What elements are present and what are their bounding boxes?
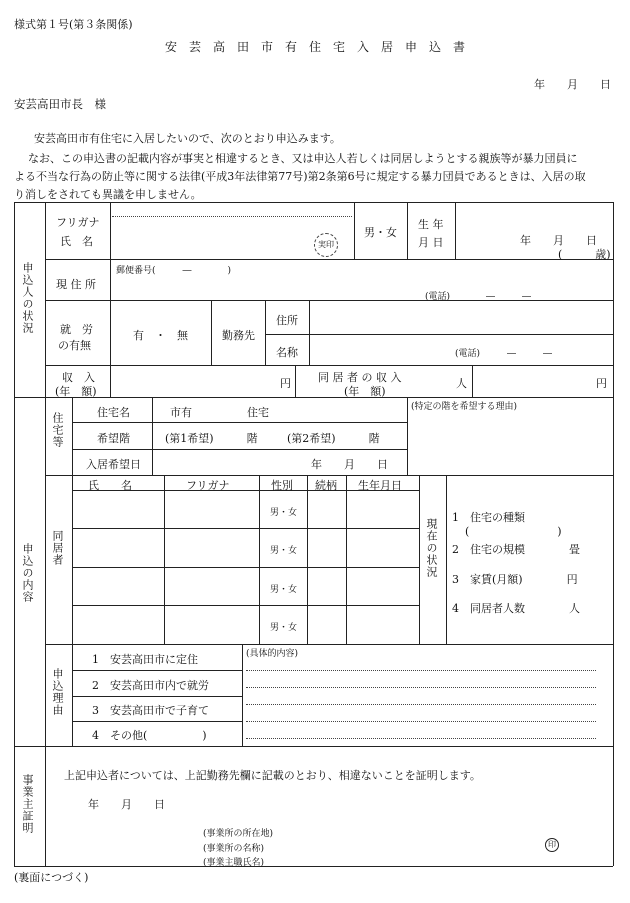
income-yen: 円 [280,377,291,390]
addressee: 安芸高田市長 様 [14,97,106,111]
form-title: 安 芸 高 田 市 有 住 宅 入 居 申 込 書 [165,40,466,54]
intro-line-4: り消しをされても異議を申しません。 [14,188,202,201]
cohabitant-income-label-1: 同 居 者 の 収 入 [318,371,402,384]
col-name: 氏 名 [88,479,132,492]
employer-statement: 上記申込者については、上記勤務先欄に記載のとおり、相違ないことを証明します。 [64,769,481,782]
move-in-date-field[interactable]: 年 月 日 [311,458,388,471]
row-gender[interactable]: 男・女 [270,585,298,595]
employer-seal-mark: 印 [545,838,559,852]
col-relation: 続柄 [315,479,337,492]
col-gender: 性別 [271,479,293,492]
application-date: 年 月 日 [534,78,611,91]
move-in-label: 入居希望日 [86,458,141,471]
intro-line-3: よる不当な行為の防止等に関する法律(平成3年法律第77号)第2条第6号に規定する暴力団員であるときは、入居の取 [14,170,586,183]
housing-name-label: 住宅名 [97,406,130,419]
reason-option-1[interactable]: 1 安芸高田市に定住 [92,653,198,666]
current-item-4: 4 同居者人数 人 [452,602,580,615]
income-label-2: (年 額) [55,385,97,398]
current-item-2: 2 住宅の規模 畳 [452,543,580,556]
current-situation-label: 現在の状況 [425,518,438,578]
employment-label-2: の有無 [58,339,91,352]
work-address-label: 住所 [276,314,298,327]
cohabitant-label: 同居者 [51,530,64,566]
address-phone-field[interactable]: (電話) ― ― [425,292,532,302]
reason-option-4[interactable]: 4 その他( ) [92,729,207,742]
row-gender[interactable]: 男・女 [270,546,298,556]
intro-line-2: なお、この申込書の記載内容が事実と相違するとき、又は申込人若しくは同居しようとする親族等が暴力団員に [28,152,578,165]
reason-detail-label: (具体的内容) [246,649,299,659]
floor-first-choice[interactable]: (第1希望) 階 [165,432,258,445]
furigana-label: フリガナ [56,216,100,229]
reason-option-3[interactable]: 3 安芸高田市で子育て [92,704,209,717]
cohabitant-count-unit: 人 [456,377,467,390]
housing-type-field[interactable]: ( ) [465,525,562,538]
content-section-label: 申込の内容 [21,543,34,603]
work-name-label: 名称 [276,346,298,359]
row-gender[interactable]: 男・女 [270,623,298,633]
age-field[interactable]: ( 歳) [558,248,611,261]
birth-label-2: 月 日 [418,236,444,249]
cohabitant-income-label-2: (年 額) [344,385,386,398]
reason-label: 申込理由 [51,668,64,716]
reason-option-2[interactable]: 2 安芸高田市内で就労 [92,679,209,692]
form-number: 様式第１号(第３条関係) [14,18,133,31]
employer-location-label: (事業所の所在地) [203,829,274,839]
applicant-name-label: 氏 名 [60,235,93,248]
housing-label: 住宅等 [51,412,64,448]
employment-choice[interactable]: 有 ・ 無 [133,329,188,342]
employer-name-label: (事業所の名称) [203,844,265,854]
income-label-1: 収 入 [62,371,95,384]
row-gender[interactable]: 男・女 [270,508,298,518]
birth-label-1: 生 年 [418,218,444,231]
postal-code-field[interactable]: 郵便番号( ― ) [116,266,232,276]
continued-footer: (裏面につづく) [14,871,89,884]
floor-second-choice[interactable]: (第2希望) 階 [287,432,380,445]
seal-mark: 実印 [314,233,338,257]
employer-date-field[interactable]: 年 月 日 [88,798,165,811]
employer-title-label: (事業主職氏名) [203,858,265,868]
current-item-3: 3 家賃(月額) 円 [452,573,578,586]
housing-name-field[interactable]: 市有 住宅 [170,406,269,419]
applicant-gender[interactable]: 男・女 [364,226,397,239]
col-furigana: フリガナ [186,479,230,492]
intro-line-1: 安芸高田市有住宅に入居したいので、次のとおり申込みます。 [34,132,341,145]
workplace-label: 勤務先 [222,329,255,342]
cohabitant-income-yen: 円 [596,377,607,390]
applicant-section-label: 申込人の状況 [21,262,34,334]
birth-date-field[interactable]: 年 月 日 [520,234,597,247]
current-item-1: 1 住宅の種類 [452,511,525,524]
employment-label-1: 就 労 [60,323,93,336]
floor-label: 希望階 [97,432,130,445]
work-phone-field[interactable]: (電話) ― ― [455,349,553,359]
address-label: 現 住 所 [56,278,96,291]
col-birthdate: 生年月日 [358,479,402,492]
employer-section-label: 事業主証明 [21,774,34,834]
floor-reason-label: (特定の階を希望する理由) [411,402,518,412]
